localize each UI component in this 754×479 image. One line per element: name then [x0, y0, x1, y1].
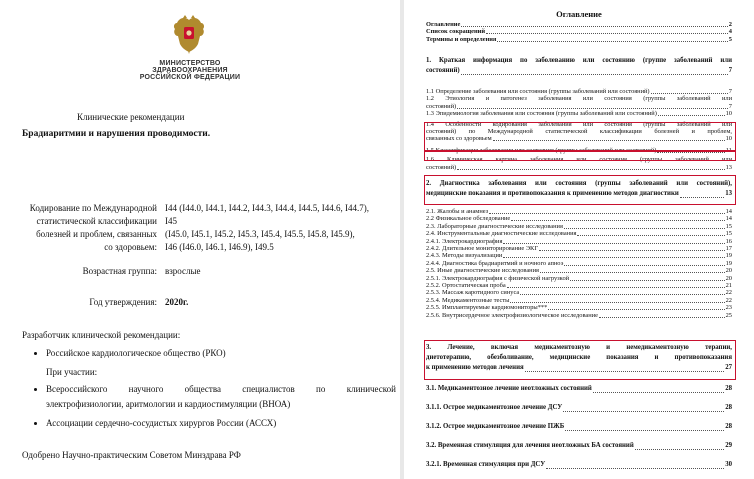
org-rko: • Российское кардиологическое общество (РКО) — [46, 346, 396, 361]
participants-list — [30, 346, 396, 435]
toc-entry[interactable] — [426, 208, 732, 215]
with-participation-label: При участии: — [46, 367, 98, 377]
developer-label: Разработчик клинической рекомендации: — [22, 330, 181, 340]
approval-year-value: 2020г. — [165, 297, 189, 307]
toc-entry[interactable] — [426, 441, 732, 451]
toc-entry[interactable] — [426, 238, 732, 245]
toc-entry[interactable] — [426, 282, 732, 289]
org-vnoa-line-2: электрофизиологии, аритмологии и кардиостимуляции (ВНОА) — [46, 399, 291, 409]
toc-entry[interactable] — [426, 88, 732, 95]
coat-of-arms-icon — [171, 14, 207, 56]
toc-block-section-3 — [426, 384, 732, 470]
toc-entry[interactable] — [426, 252, 732, 259]
toc-entry-text: 1. Краткая информация по заболеванию или состоянию (группе заболеваний или — [426, 57, 732, 64]
toc-entry-text: 2.5. Иные диагностические исследования — [426, 267, 539, 275]
toc-entry-text: диетотерапию, обезболивание, медицинские показания и противопоказания — [426, 354, 732, 361]
toc-entry-text: 1.4 Особенности кодирования заболевания или состояния (группы заболеваний или — [426, 120, 732, 128]
toc-entry[interactable] — [426, 422, 732, 432]
toc-entry-page: 10 — [725, 110, 732, 118]
toc-entry-text: 3.1.2. Острое медикаментозное лечение ПЖБ — [426, 423, 565, 430]
icd-value-1: I44 (I44.0, I44.1, I44.2, I44.3, I44.4, I44.5, I44.6, I44.7), — [165, 203, 369, 213]
toc-entry-page: 13 — [725, 163, 732, 171]
toc-entry[interactable] — [426, 230, 732, 237]
toc-title: Оглавление — [556, 9, 602, 19]
toc-entry-text: 2.5.3. Массаж каротидного синуса — [426, 289, 520, 297]
toc-entry-page: 23 — [725, 304, 732, 312]
toc-entry[interactable] — [426, 304, 732, 311]
icd-label-2: статистической классификации — [36, 216, 157, 226]
icd-label-4: со здоровьем: — [104, 242, 157, 252]
toc-entry-text: 3.2. Временная стимуляция для лечения неотложных БА состояний — [426, 442, 634, 449]
toc-entry-text: 2.4.3. Методы визуализации — [426, 252, 503, 260]
highlight-section-2 — [424, 175, 736, 205]
age-group-value: взрослые — [165, 266, 201, 276]
toc-entry-text: Список сокращений — [426, 28, 486, 36]
toc-entry[interactable] — [426, 403, 732, 413]
icd-value-4: I46 (I46.0, I46.1, I46.9), I49.5 — [165, 242, 274, 252]
toc-entry-text: медицинские показания и противопоказания к применению методов диагностики — [426, 190, 679, 197]
toc-entry-page: 19 — [725, 259, 732, 267]
toc-entry-page: 30 — [725, 461, 732, 468]
toc-entry-page: 7 — [728, 102, 732, 110]
toc-entry[interactable] — [426, 21, 732, 28]
toc-entry-page: 16 — [725, 237, 732, 245]
toc-entry-text: 2.5.6. Внутрисердечное электрофизиологическое исследование — [426, 311, 598, 319]
toc-entry-page: 27 — [725, 364, 732, 371]
org-vnoa — [46, 382, 396, 412]
toc-entry[interactable] — [426, 312, 732, 319]
highlight-1-5 — [424, 150, 736, 164]
toc-entry-page: 17 — [725, 245, 732, 253]
toc-entry-text: 1.3 Эпидемиология заболевания или состояния (группы заболеваний или состояний) — [426, 110, 657, 118]
toc-entry-page: 15 — [725, 230, 732, 238]
toc-entry-text: 2.4.4. Диагностика брадиаритмий и ночного апноэ — [426, 259, 564, 267]
toc-entry-page: 21 — [725, 282, 732, 290]
toc-entry-page: 19 — [725, 252, 732, 260]
toc-entry-text: 1.6 Клиническая картина заболевания или состояния (группы заболеваний или — [426, 156, 732, 164]
highlight-section-3 — [424, 340, 736, 380]
ministry-line-3: РОССИЙСКОЙ ФЕДЕРАЦИИ — [139, 74, 241, 81]
toc-entry-page: 13 — [725, 190, 732, 197]
toc-entry-text: Оглавление — [426, 21, 461, 28]
highlight-1-4 — [424, 122, 736, 152]
icd-value-3: (I45.0, I45.1, I45.2, I45.3, I45.4, I45.5, I45.8, I45.9), — [165, 229, 355, 239]
toc-entry[interactable] — [426, 110, 732, 117]
approval-note: Одобрено Научно-практическим Советом Минздрава РФ — [22, 450, 241, 460]
toc-entry-page: 28 — [725, 385, 732, 392]
toc-entry-text: 2.4. Инструментальные диагностические исследования — [426, 230, 577, 238]
toc-entry-text: 2.5.1. Электрокардиография с физической нагрузкой — [426, 274, 570, 282]
toc-entry-page: 5 — [728, 35, 732, 43]
toc-entry-text: 2.2 Физикальное обследование — [426, 215, 511, 223]
icd-label-3: болезней и проблем, связанных — [36, 229, 157, 239]
toc-entry-text: 3.1.1. Острое медикаментозное лечение ДСУ — [426, 404, 563, 411]
toc-entry[interactable] — [426, 267, 732, 274]
toc-entry[interactable] — [426, 460, 732, 470]
toc-entry[interactable] — [426, 28, 732, 35]
toc-entry[interactable] — [426, 297, 732, 304]
toc-entry-text: 3.1. Медикаментозное лечение неотложных состояний — [426, 385, 592, 392]
toc-entry-page: 20 — [725, 267, 732, 275]
toc-entry-text: состояний) — [426, 163, 457, 171]
toc-entry[interactable] — [426, 260, 732, 267]
toc-entry-text: 1.5 Классификация заболевания или состояния (группы заболеваний или состояний) — [426, 146, 657, 154]
ministry-line-1: МИНИСТЕРСТВО — [159, 60, 221, 67]
toc-entry-text: 2. Диагностика заболевания или состояния (группы заболеваний или состояний), — [426, 180, 732, 187]
toc-entry-page: 28 — [725, 423, 732, 430]
toc-entry-page: 22 — [725, 289, 732, 297]
toc-entry-text: 2.5.5. Имплантируемые кардиомониторы*** — [426, 304, 548, 312]
toc-entry[interactable] — [426, 36, 732, 43]
toc-entry-page: 14 — [725, 208, 732, 215]
toc-entry-page: 20 — [725, 274, 732, 282]
document-type: Клинические рекомендации — [77, 112, 185, 122]
toc-entry-text: 3. Лечение, включая медикаментозную и немедикаментозную терапии, — [426, 344, 732, 351]
toc-entry[interactable] — [426, 275, 732, 282]
toc-page — [404, 0, 754, 479]
toc-entry-page: 2 — [728, 21, 732, 28]
toc-entry-page: 4 — [728, 28, 732, 36]
toc-entry-text: 1.2 Этиология и патогенез заболевания или состояния (группы заболеваний или — [426, 95, 732, 103]
toc-section-1[interactable] — [426, 56, 732, 76]
toc-entry-page: 28 — [725, 404, 732, 411]
toc-entry-page: 25 — [725, 311, 732, 319]
toc-entry-text: Термины и определения — [426, 35, 497, 43]
toc-entry-text: состояний) по Международной статистической классификации болезней и проблем, — [426, 128, 732, 136]
toc-entry-page: 7 — [728, 67, 732, 74]
toc-entry-page: 14 — [725, 215, 732, 223]
ministry-line-2: ЗДРАВООХРАНЕНИЯ — [152, 67, 228, 74]
toc-entry[interactable] — [426, 245, 732, 252]
toc-entry-text: 2.4.1. Электрокардиография — [426, 237, 503, 245]
toc-block-section-2 — [426, 208, 732, 319]
age-group-label: Возрастная группа: — [82, 266, 157, 276]
toc-entry-page: 22 — [725, 296, 732, 304]
toc-entry-page: 7 — [728, 88, 732, 95]
toc-entry[interactable] — [426, 95, 732, 110]
toc-entry-text: 3.2.1. Временная стимуляция при ДСУ — [426, 461, 546, 468]
toc-entry-page: 15 — [725, 222, 732, 230]
toc-entry-text: 2.4.2. Длительное мониторирование ЭКГ — [426, 245, 539, 253]
toc-entry-text: 2.5.2. Ортостатическая проба — [426, 282, 506, 290]
toc-entry-page: 10 — [725, 135, 732, 143]
org-vnoa-line-1: • Всероссийского научного общества специалистов по клинической — [46, 384, 396, 394]
toc-entry-text: 2.1. Жалобы и анамнез — [426, 208, 489, 215]
icd-label-1: Кодирование по Международной — [29, 203, 157, 213]
toc-entry[interactable] — [426, 215, 732, 222]
toc-entry-page: 11 — [725, 146, 732, 154]
toc-entry-text: 2.3. Лабораторные диагностические исследования — [426, 222, 563, 230]
toc-entry-text: связанных со здоровьем — [426, 135, 492, 143]
icd-value-2: I45 — [165, 216, 177, 226]
toc-entry-text: 2.5.4. Медикаментозные тесты — [426, 296, 510, 304]
org-assh: • Ассоциации сердечно-сосудистых хирургов России (АССХ) — [46, 416, 396, 431]
toc-entry[interactable] — [426, 289, 732, 296]
toc-entry[interactable] — [426, 384, 732, 394]
document-title: Брадиаритмии и нарушения проводимости. — [22, 129, 211, 139]
toc-entry[interactable] — [426, 223, 732, 230]
approval-year-label: Год утверждения: — [89, 297, 157, 307]
toc-entry-text: состояний) — [426, 102, 457, 110]
toc-entry-text: 1.1 Определение заболевания или состояния (группы заболеваний или состояний) — [426, 88, 650, 95]
toc-block-top — [426, 21, 732, 43]
toc-entry-page: 29 — [725, 442, 732, 449]
toc-entry-text: к применению методов лечения — [426, 364, 524, 371]
toc-entry-text: состояний) — [426, 67, 460, 74]
